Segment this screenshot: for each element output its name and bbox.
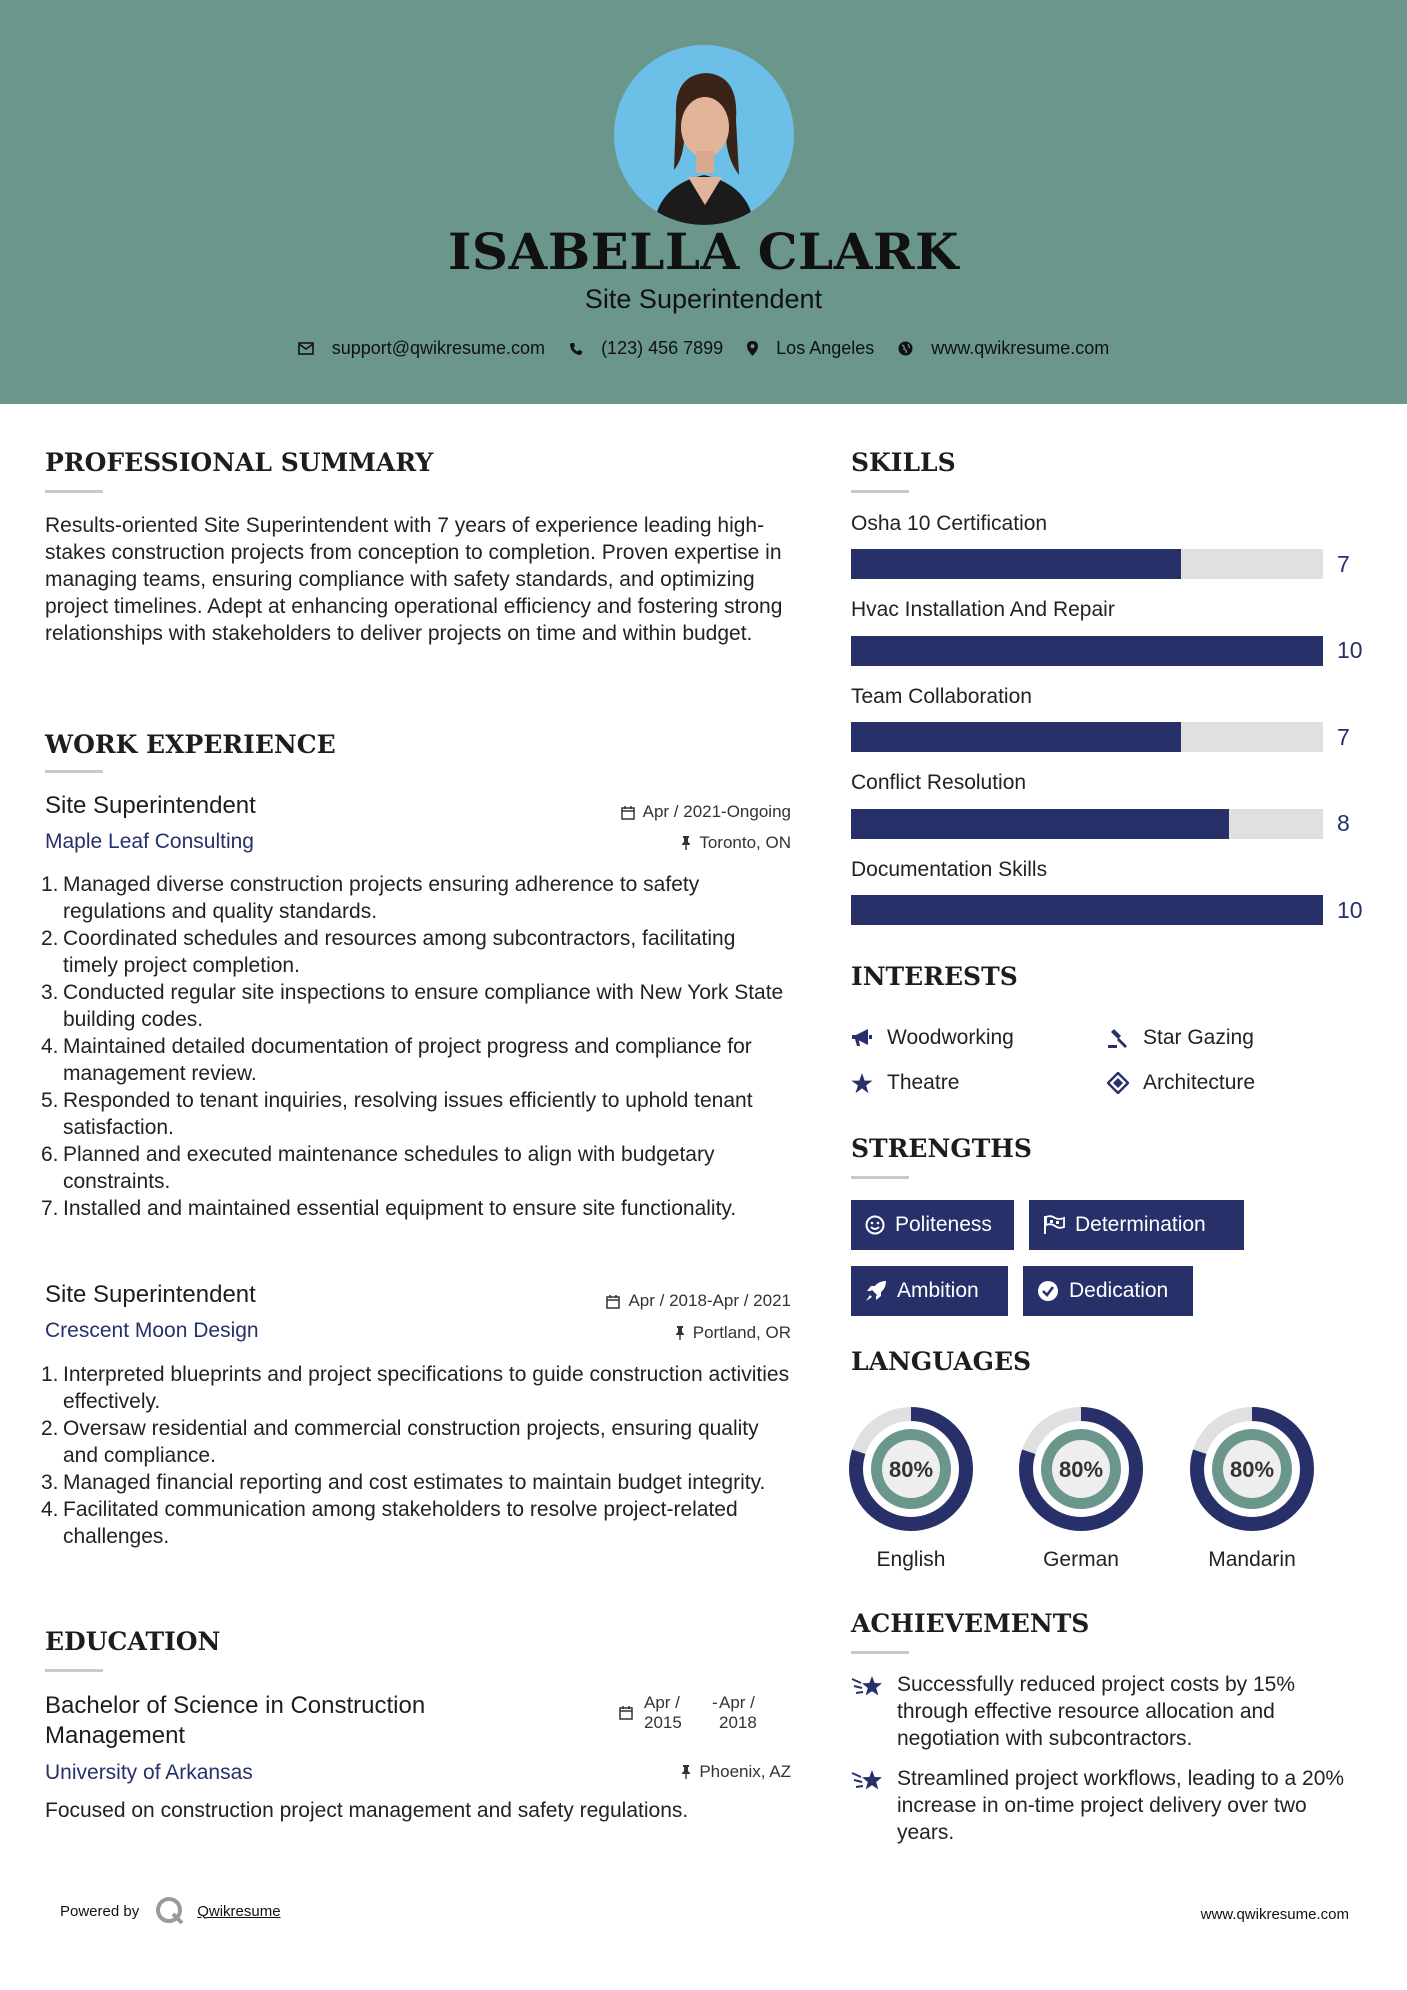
- language-item: [849, 1407, 973, 1572]
- list-item: 6. Planned and executed maintenance schedules to align with budgetary constraints.: [41, 1143, 715, 1193]
- language-name: Mandarin: [1208, 1548, 1296, 1571]
- summary-text: Results-oriented Site Superintendent with 7 years of experience leading high-stakes construction projects from conception to completion. Proven expertise in managing teams, ensuring compliance with safety standards, and optimizing project timelines. Adept at enhancing operational efficiency and fostering strong relationships with stakeholders to deliver projects on time and within budget.: [45, 514, 783, 645]
- calendar-icon: [621, 805, 635, 820]
- list-item: 7. Installed and maintained essential equipment to ensure site functionality.: [41, 1197, 737, 1220]
- school-name: University of Arkansas: [45, 1761, 253, 1784]
- star-icon: [851, 1073, 873, 1094]
- gavel-icon: [1107, 1027, 1129, 1049]
- language-percent: 80%: [888, 1457, 934, 1482]
- experience-rule: [45, 770, 103, 773]
- list-item: 1. Interpreted blueprints and project specifications to guide construction activities effectively.: [41, 1363, 790, 1413]
- website-text: www.qwikresume.com: [931, 338, 1110, 358]
- job-title: Site Superintendent: [45, 1281, 256, 1308]
- interest-item: Star Gazing: [1107, 1026, 1254, 1050]
- job-title: Site Superintendent: [45, 792, 256, 819]
- job-dates: Apr / 2018-Apr / 2021: [500, 1291, 791, 1311]
- languages-heading: LANGUAGES: [851, 1347, 1032, 1376]
- list-item: 5. Responded to tenant inquiries, resolving issues efficiently to uphold tenant satisfaction.: [41, 1089, 753, 1139]
- skill-label: Hvac Installation And Repair: [851, 598, 1115, 621]
- achievement-item: Streamlined project workflows, leading to a 20% increase in on-time project delivery over two years.: [851, 1765, 1351, 1846]
- skill-bar-fill: [851, 895, 1323, 925]
- phone-icon: [569, 342, 583, 356]
- strength-tag: Politeness: [851, 1200, 1014, 1250]
- candidate-name: ISABELLA CLARK: [448, 222, 959, 281]
- language-progress-ring: [849, 1407, 973, 1531]
- language-progress-ring: [1190, 1407, 1314, 1531]
- language-item: [1190, 1407, 1314, 1572]
- skill-bar: [851, 895, 1323, 925]
- person-silhouette-icon: [614, 45, 794, 225]
- achievements-rule: [851, 1651, 909, 1654]
- skill-bar-fill: [851, 722, 1181, 752]
- strength-tag: Ambition: [851, 1266, 1008, 1316]
- interest-item: Architecture: [1107, 1071, 1255, 1095]
- skill-value: 10: [1337, 637, 1363, 663]
- globe-icon: [898, 341, 913, 356]
- job-responsibilities: [41, 871, 795, 1222]
- profile-photo: [614, 45, 794, 225]
- language-percent: 80%: [1058, 1457, 1104, 1482]
- achievements-heading: ACHIEVEMENTS: [851, 1609, 1090, 1638]
- interest-item: Woodworking: [851, 1026, 1014, 1050]
- interests-heading: INTERESTS: [851, 962, 1018, 991]
- language-progress-ring: [1019, 1407, 1143, 1531]
- language-item: [1019, 1407, 1143, 1572]
- list-item: 2. Coordinated schedules and resources among subcontractors, facilitating timely project completion.: [41, 927, 736, 977]
- shooting-star-icon: [851, 1767, 885, 1795]
- contact-email[interactable]: [298, 338, 545, 359]
- candidate-role: Site Superintendent: [584, 284, 823, 314]
- calendar-icon: [606, 1294, 620, 1309]
- header-banner: [0, 0, 1407, 404]
- contact-website[interactable]: [898, 338, 1109, 359]
- strengths-rule: [851, 1176, 909, 1179]
- email-text: support@qwikresume.com: [331, 338, 546, 358]
- skill-label: Team Collaboration: [851, 685, 1032, 708]
- skill-value: 8: [1337, 810, 1350, 836]
- education-location: Phoenix, AZ: [500, 1762, 791, 1782]
- language-percent: 80%: [1229, 1457, 1275, 1482]
- experience-heading: WORK EXPERIENCE: [45, 730, 336, 759]
- strength-tag: Dedication: [1023, 1266, 1193, 1316]
- rocket-icon: [865, 1280, 887, 1302]
- job-company: Crescent Moon Design: [45, 1319, 259, 1342]
- contact-location: [747, 338, 874, 359]
- strength-tag: Determination: [1029, 1200, 1244, 1250]
- check-circle-icon: [1037, 1280, 1059, 1302]
- date-separator: -: [712, 1693, 718, 1712]
- job-company: Maple Leaf Consulting: [45, 830, 254, 853]
- language-name: English: [876, 1548, 946, 1571]
- skill-bar-fill: [851, 549, 1181, 579]
- list-item: 1. Managed diverse construction projects ensuring adherence to safety regulations and quality standards.: [41, 873, 700, 923]
- skill-label: Osha 10 Certification: [851, 512, 1048, 535]
- job-location: Portland, OR: [500, 1323, 791, 1343]
- job-responsibilities: [41, 1361, 795, 1550]
- phone-text: (123) 456 7899: [601, 338, 724, 358]
- achievement-item: Successfully reduced project costs by 15% through effective resource allocation and negotiation with subcontractors.: [851, 1671, 1351, 1752]
- language-name: German: [1043, 1548, 1119, 1571]
- education-start-date: Apr / 2015: [644, 1693, 682, 1732]
- job-dates: Apr / 2021-Ongoing: [500, 802, 791, 822]
- list-item: 4. Facilitated communication among stakeholders to resolve project-related challenges.: [41, 1498, 738, 1548]
- education-rule: [45, 1669, 103, 1672]
- summary-rule: [45, 490, 103, 493]
- calendar-icon: [619, 1705, 633, 1725]
- skill-value: 7: [1337, 724, 1350, 750]
- tag-icon: [1107, 1072, 1129, 1094]
- education-description: Focused on construction project management and safety regulations.: [45, 1799, 689, 1822]
- pushpin-icon: [681, 1765, 691, 1779]
- flag-icon: [1043, 1215, 1065, 1235]
- job-location: Toronto, ON: [500, 833, 791, 853]
- contact-bar: [0, 338, 1407, 359]
- skill-bar: [851, 722, 1323, 752]
- pushpin-icon: [681, 836, 691, 850]
- skill-bar-fill: [851, 809, 1229, 839]
- powered-by-text: Powered by: [60, 1902, 140, 1920]
- skill-value: 7: [1337, 551, 1350, 577]
- summary-heading: PROFESSIONAL SUMMARY: [45, 448, 434, 477]
- pushpin-icon: [675, 1326, 685, 1340]
- skills-rule: [851, 490, 909, 493]
- footer-website[interactable]: www.qwikresume.com: [1200, 1906, 1349, 1923]
- shooting-star-icon: [851, 1673, 885, 1701]
- list-item: 2. Oversaw residential and commercial construction projects, ensuring quality and compliance.: [41, 1417, 759, 1467]
- footer-powered-by: [60, 1896, 281, 1926]
- brand-link[interactable]: Qwikresume: [197, 1902, 281, 1920]
- location-text: Los Angeles: [776, 338, 875, 358]
- smile-icon: [865, 1215, 885, 1235]
- skill-label: Documentation Skills: [851, 858, 1048, 881]
- education-end-date: Apr / 2018: [719, 1693, 757, 1732]
- list-item: 3. Conducted regular site inspections to ensure compliance with New York State building codes.: [41, 981, 784, 1031]
- skill-bar: [851, 809, 1323, 839]
- skill-bar: [851, 549, 1323, 579]
- education-heading: EDUCATION: [45, 1627, 221, 1656]
- skill-value: 10: [1337, 897, 1363, 923]
- envelope-icon: [298, 342, 314, 355]
- map-marker-icon: [747, 341, 758, 356]
- skills-heading: SKILLS: [851, 448, 956, 477]
- interest-item: Theatre: [851, 1071, 959, 1095]
- bullhorn-icon: [851, 1028, 873, 1048]
- degree-title: Bachelor of Science in Construction Management: [45, 1692, 426, 1749]
- strengths-heading: STRENGTHS: [851, 1134, 1032, 1163]
- skill-bar: [851, 636, 1323, 666]
- qwikresume-logo-icon: [155, 1896, 185, 1926]
- skill-label: Conflict Resolution: [851, 771, 1027, 794]
- skill-bar-fill: [851, 636, 1323, 666]
- list-item: 4. Maintained detailed documentation of project progress and compliance for management review.: [41, 1035, 752, 1085]
- contact-phone[interactable]: [569, 338, 723, 359]
- list-item: 3. Managed financial reporting and cost estimates to maintain budget integrity.: [41, 1471, 766, 1494]
